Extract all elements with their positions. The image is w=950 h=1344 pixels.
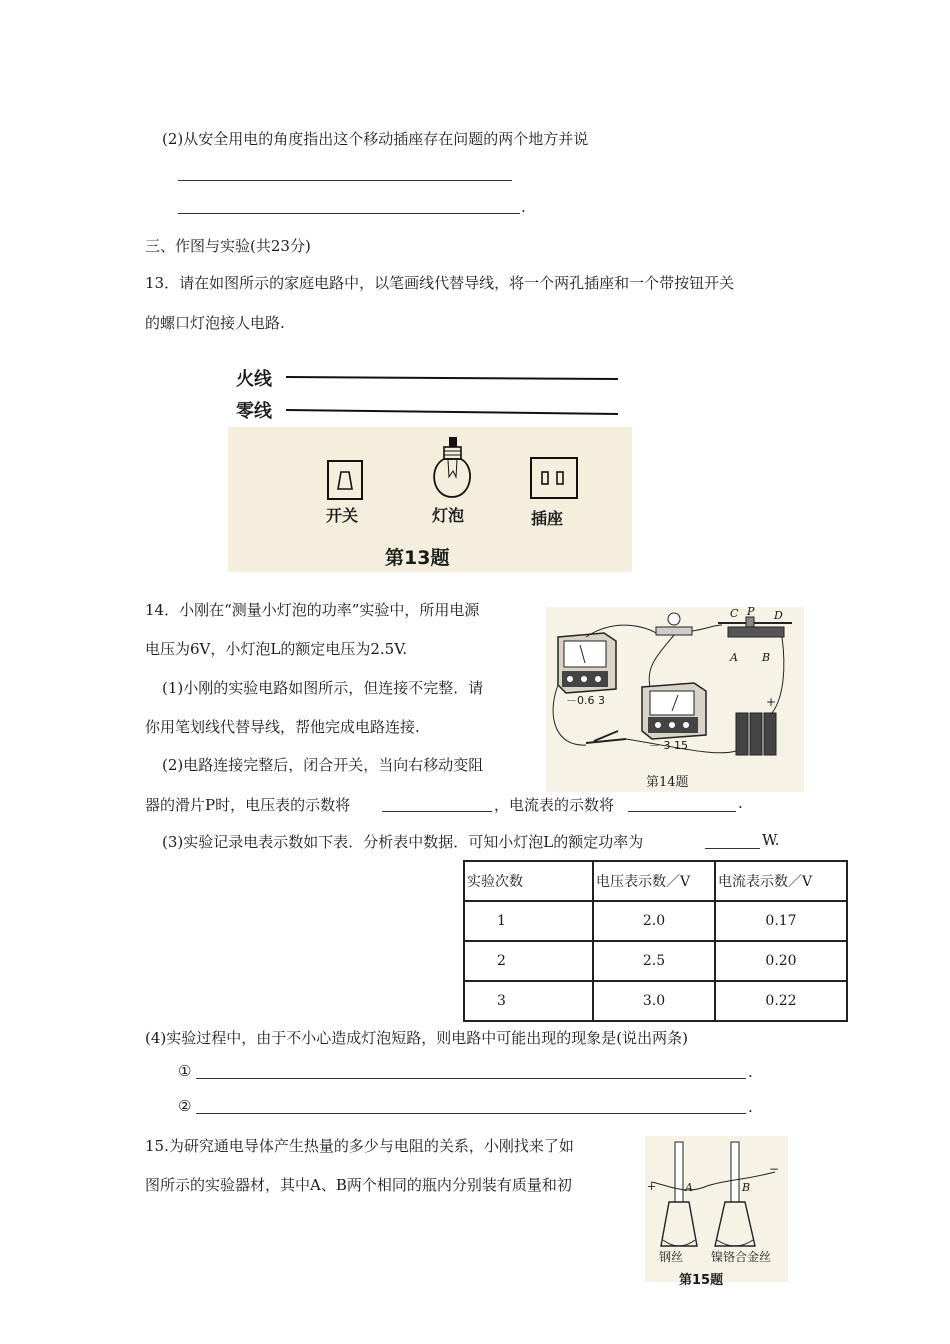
plus-terminal-label: + [647, 1180, 657, 1193]
table-cell: 3.0 [593, 981, 715, 1021]
table-cell: 0.17 [715, 901, 847, 941]
q15-figure [645, 1136, 788, 1288]
table-cell: 0.20 [715, 941, 847, 981]
q14-part2-line2: 器的滑片P时，电压表的示数将 [145, 796, 351, 814]
period: . [748, 1098, 753, 1116]
q14-part1-line1: (1)小刚的实验电路如图所示，但连接不完整．请 [162, 679, 484, 697]
ammeter-answer-blank[interactable] [628, 811, 736, 812]
figure-caption: 第15题 [679, 1273, 724, 1288]
battery-icon [736, 713, 776, 755]
flask-b-icon [715, 1142, 755, 1246]
voltmeter-scale-label: － 3 15 [649, 739, 688, 752]
answer-blank[interactable] [178, 213, 520, 214]
table-cell: 2.0 [593, 901, 715, 941]
rheostat-label-d: D [774, 609, 783, 622]
ammeter-icon [558, 633, 616, 693]
q14-part1-line2: 你用笔划线代替导线，帮他完成电路连接. [145, 718, 420, 736]
section-title: 三、作图与实验(共23分) [145, 237, 311, 255]
q14-text-line2: 电压为6V，小灯泡L的额定电压为2.5V. [145, 640, 408, 658]
q14-text-line1: 14．小刚在“测量小灯泡的功率”实验中，所用电源 [145, 601, 480, 619]
nichrome-wire-label: 镍铬合金丝 [711, 1250, 772, 1264]
period: . [748, 1063, 753, 1081]
q15-text-line1: 15.为研究通电导体产生热量的多少与电阻的关系，小刚找来了如 [145, 1137, 574, 1155]
q14-part2-mid: ，电流表的示数将 [494, 796, 615, 814]
voltmeter-icon [642, 683, 706, 739]
answer-marker-1: ① [178, 1062, 192, 1080]
battery-plus-label: + [766, 695, 777, 709]
socket-label: 插座 [531, 509, 564, 528]
table-row [464, 981, 847, 1021]
voltmeter-answer-blank[interactable] [382, 811, 492, 812]
rheostat-label-b: B [762, 651, 771, 664]
q13-text-line2: 的螺口灯泡接人电路. [145, 314, 285, 332]
table-cell: 1 [464, 901, 593, 941]
unit-w: W. [762, 831, 780, 849]
table-cell: 3 [464, 981, 593, 1021]
table-row [464, 941, 847, 981]
q14-part3-text: (3)实验记录电表示数如下表．分析表中数据．可知小灯泡L的额定功率为 [162, 833, 644, 851]
figure-caption: 第13题 [385, 547, 450, 569]
live-wire-label: 火线 [236, 369, 272, 390]
table-header-cell: 电压表示数／V [593, 861, 715, 901]
bulb-label: 灯泡 [432, 506, 465, 525]
q14-part2-line1: (2)电路连接完整后，闭合开关，当向右移动变阻 [162, 756, 484, 774]
rheostat-label-p: P [747, 605, 755, 618]
table-cell: 2.5 [593, 941, 715, 981]
q13-text-line1: 13．请在如图所示的家庭电路中，以笔画线代替导线，将一个两孔插座和一个带按钮开关 [145, 274, 735, 292]
switch-icon [586, 731, 626, 743]
table-row [464, 901, 847, 941]
flask-a-label: A [685, 1181, 693, 1194]
answer-blank[interactable] [196, 1113, 746, 1114]
q14-part4-text: (4)实验过程中，由于不小心造成灯泡短路，则电路中可能出现的现象是(说出两条) [145, 1029, 688, 1047]
period: . [738, 794, 743, 812]
q14-figure [546, 607, 804, 792]
flask-a-icon [661, 1142, 697, 1246]
neutral-wire-label: 零线 [236, 401, 272, 422]
table-cell: 2 [464, 941, 593, 981]
answer-marker-2: ② [178, 1097, 192, 1115]
table-header-row [464, 861, 847, 901]
steel-wire-label: 钢丝 [659, 1250, 684, 1264]
rheostat-label-c: C [730, 607, 739, 620]
data-table [463, 860, 848, 1022]
flask-b-label: B [742, 1181, 751, 1194]
table-header-cell: 实验次数 [464, 861, 593, 901]
q15-text-line2: 图所示的实验器材，其中A、B两个相同的瓶内分别装有质量和初 [145, 1176, 572, 1194]
power-answer-blank[interactable] [705, 848, 760, 849]
answer-blank[interactable] [196, 1078, 746, 1079]
period: . [521, 198, 526, 216]
minus-terminal-label: − [769, 1162, 780, 1176]
table-cell: 0.22 [715, 981, 847, 1021]
rheostat-label-a: A [730, 651, 738, 664]
table-header-cell: 电流表示数／V [715, 861, 847, 901]
switch-label: 开关 [326, 506, 359, 525]
lamp-icon [656, 613, 692, 635]
answer-blank[interactable] [178, 180, 512, 181]
ammeter-scale-label: －0.6 3 [566, 694, 605, 707]
q13-figure [228, 357, 632, 572]
q12-part2-text: (2)从安全用电的角度指出这个移动插座存在问题的两个地方并说 [162, 130, 589, 148]
figure-caption: 第14题 [646, 775, 689, 790]
